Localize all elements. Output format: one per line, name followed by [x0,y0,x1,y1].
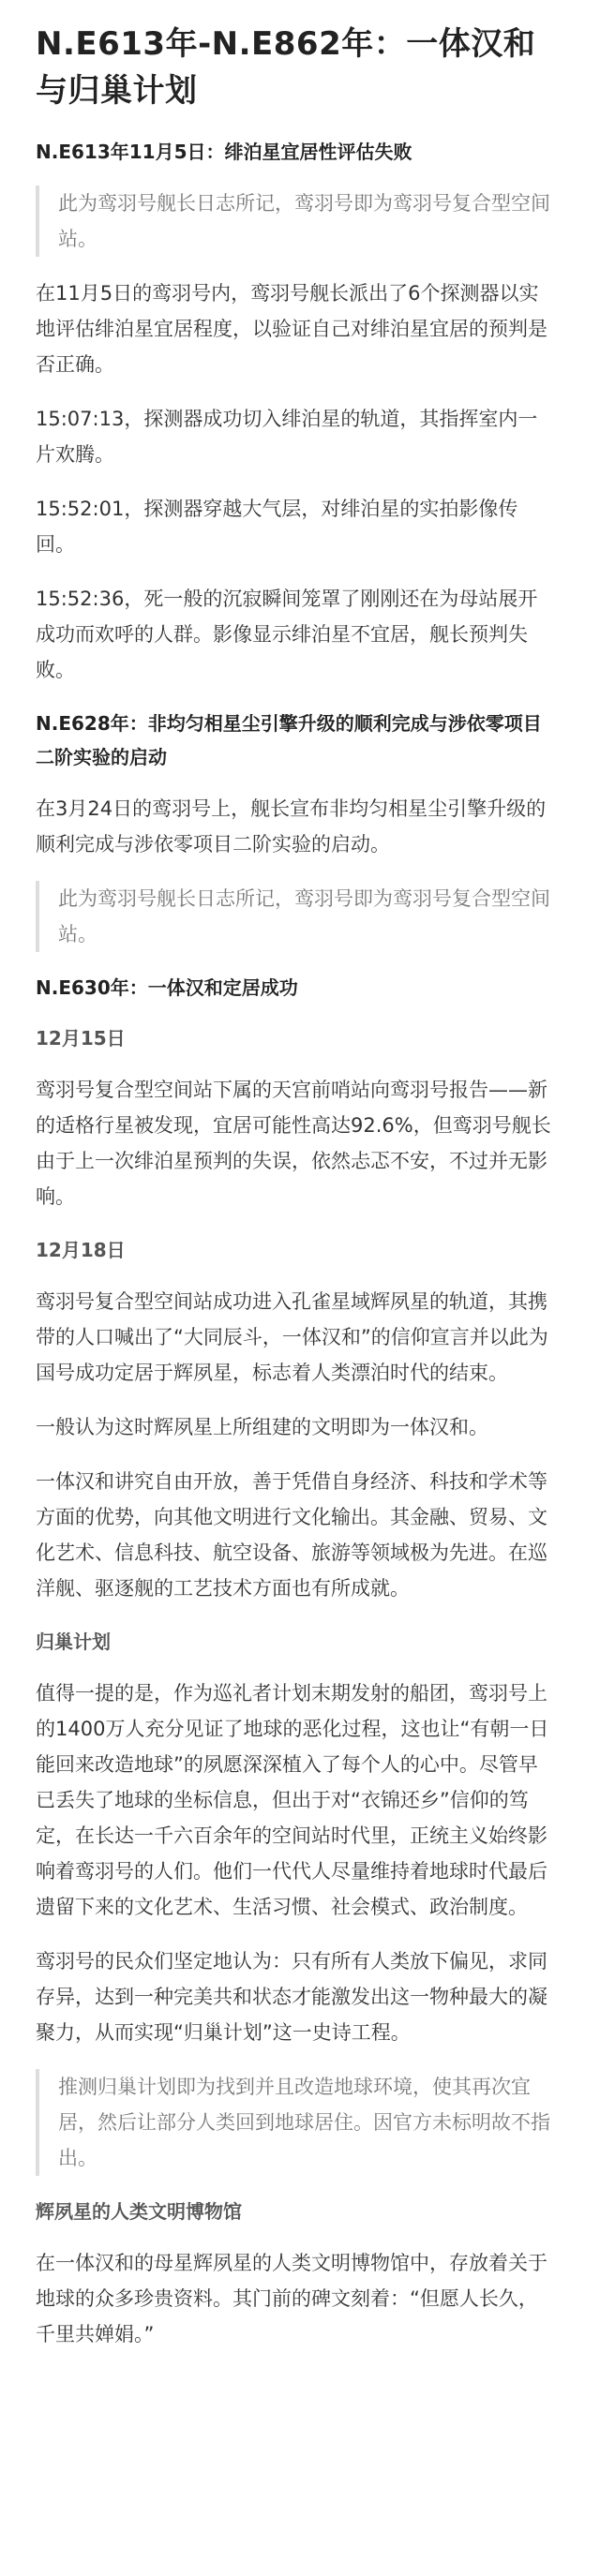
page-title: N.E613年-N.E862年：一体汉和与归巢计划 [36,25,536,110]
log-note-quote: 此为鸾羽号舰长日志所记，鸾羽号即为鸾羽号复合型空间站。 [36,881,557,952]
log-note-quote: 此为鸾羽号舰长日志所记，鸾羽号即为鸾羽号复合型空间站。 [36,186,557,257]
paragraph: 鸾羽号复合型空间站下属的天宫前哨站向鸾羽号报告——新的适格行星被发现，宜居可能性高达92.6%，但鸾羽号舰长由于上一次绯泊星预判的失误，依然忐忑不安，不过并无影响。 [36,1079,551,1208]
subheading-date: 12月18日 [36,1239,126,1261]
section-heading-ne628: N.E628年：非均匀相星尘引擎升级的顺利完成与涉依零项目二阶实验的启动 [36,712,542,768]
subheading-homecoming-plan: 归巢计划 [36,1630,111,1653]
paragraph: 鸾羽号复合型空间站成功进入孔雀星域辉夙星的轨道，其携带的人口喊出了“大同辰斗，一体汉和”的信仰宣言并以此为国号成功定居于辉夙星，标志着人类漂泊时代的结束。 [36,1290,548,1384]
speculation-note-quote: 推测归巢计划即为找到并且改造地球环境，使其再次宜居，然后让部分人类回到地球居住。因官方未标明故不指出。 [36,2069,557,2176]
section-heading-ne613: N.E613年11月5日：绯泊星宜居性评估失败 [36,141,412,163]
subheading-museum: 辉夙星的人类文明博物馆 [36,2200,242,2223]
paragraph: 在11月5日的鸾羽号内，鸾羽号舰长派出了6个探测器以实地评估绯泊星宜居程度，以验证自己对绯泊星宜居的预判是否正确。 [36,282,548,376]
paragraph: 15:52:01，探测器穿越大气层，对绯泊星的实拍影像传回。 [36,498,518,556]
section-heading-ne630: N.E630年：一体汉和定居成功 [36,976,298,999]
paragraph: 值得一提的是，作为巡礼者计划末期发射的船团，鸾羽号上的1400万人充分见证了地球的恶化过程，这也让“有朝一日能回来改造地球”的夙愿深深植入了每个人的心中。尽管早已丢失了地球的坐标信息，但出于对“衣锦还乡”信仰的笃定，在长达一千六百余年的空间站时代里，正统主义始终影响着鸾羽号的人们。他们一代代人尽量维持着地球时代最后遗留下来的文化艺术、生活习惯、社会模式、政治制度。 [36,1682,549,1918]
paragraph: 15:07:13，探测器成功切入绯泊星的轨道，其指挥室内一片欢腾。 [36,408,538,466]
paragraph: 在一体汉和的母星辉夙星的人类文明博物馆中，存放着关于地球的众多珍贵资料。其门前的碑文刻着：“但愿人长久，千里共婵娟。” [36,2252,548,2345]
paragraph: 鸾羽号的民众们坚定地认为：只有所有人类放下偏见，求同存异，达到一种完美共和状态才能激发出这一物种最大的凝聚力，从而实现“归巢计划”这一史诗工程。 [36,1950,548,2044]
paragraph: 15:52:36，死一般的沉寂瞬间笼罩了刚刚还在为母站展开成功而欢呼的人群。影像显示绯泊星不宜居，舰长预判失败。 [36,588,538,681]
paragraph: 在3月24日的鸾羽号上，舰长宣布非均匀相星尘引擎升级的顺利完成与涉依零项目二阶实验的启动。 [36,797,547,856]
subheading-date: 12月15日 [36,1027,126,1050]
paragraph: 一般认为这时辉夙星上所组建的文明即为一体汉和。 [36,1416,488,1438]
paragraph: 一体汉和讲究自由开放，善于凭借自身经济、科技和学术等方面的优势，向其他文明进行文化输出。其金融、贸易、文化艺术、信息科技、航空设备、旅游等领域极为先进。在巡洋舰、驱逐舰的工艺技术方面也有所成就。 [36,1470,548,1600]
